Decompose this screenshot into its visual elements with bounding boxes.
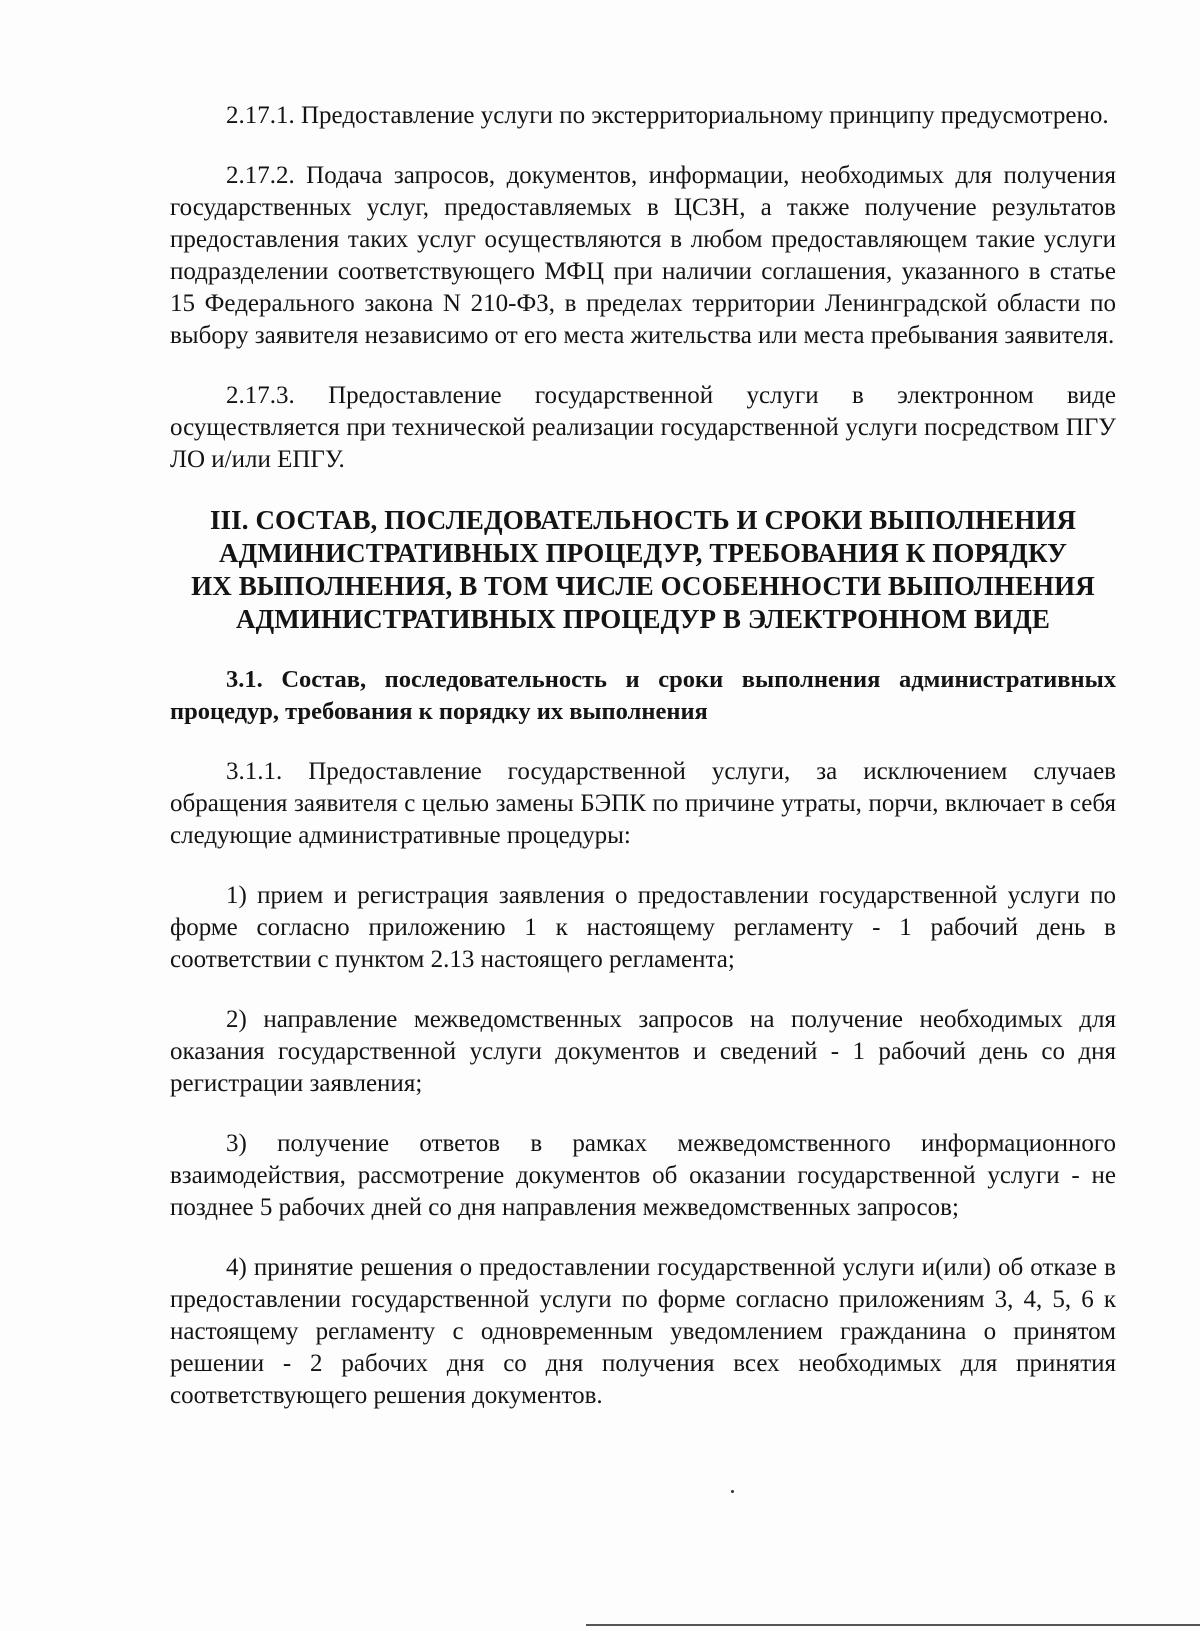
list-item-3: 3) получение ответов в рамках межведомственного информационного взаимодействия, рассмотрение документов об оказании государственной услуги - не позднее 5 рабочих дней со дня направления межведомственных запросов; bbox=[170, 1130, 1116, 1221]
section-title-line-3: ИХ ВЫПОЛНЕНИЯ, В ТОМ ЧИСЛЕ ОСОБЕННОСТИ ВЫПОЛНЕНИЯ bbox=[191, 571, 1095, 601]
section-title-line-1: III. СОСТАВ, ПОСЛЕДОВАТЕЛЬНОСТЬ И СРОКИ ВЫПОЛНЕНИЯ bbox=[209, 505, 1077, 535]
list-item-4: 4) принятие решения о предоставлении государственной услуги и(или) об отказе в предоставлении государственной услуги по форме согласно приложениям 3, 4, 5, 6 к настоящему регламенту с одновременным уведомлением гражданина о принятом решении - 2 рабочих дня со дня получения всех необходимых для принятия соответствующего решения документов. bbox=[170, 1254, 1116, 1409]
section-title bbox=[170, 504, 1116, 636]
paragraph-2-17-2: 2.17.2. Подача запросов, документов, информации, необходимых для получения государственных услуг, предоставляемых в ЦСЗН, а также получение результатов предоставления таких услуг осуществляются в любом предоставляющем такие услуги подразделении соответствующего МФЦ при наличии соглашения, указанного в статье 15 Федерального закона N 210-ФЗ, в пределах территории Ленинградской области по выбору заявителя независимо от его места жительства или места пребывания заявителя. bbox=[170, 162, 1116, 349]
document-body bbox=[170, 100, 1116, 1412]
paragraph-2-17-3: 2.17.3. Предоставление государственной услуги в электронном виде осуществляется при технической реализации государственной услуги посредством ПГУ ЛО и/или ЕПГУ. bbox=[170, 382, 1116, 473]
scan-dot bbox=[731, 1490, 734, 1493]
section-title-line-4: АДМИНИСТРАТИВНЫХ ПРОЦЕДУР В ЭЛЕКТРОННОМ ВИДЕ bbox=[236, 604, 1050, 634]
list-item-1: 1) прием и регистрация заявления о предоставлении государственной услуги по форме согласно приложению 1 к настоящему регламенту - 1 рабочий день в соответствии с пунктом 2.13 настоящего регламента; bbox=[170, 882, 1116, 973]
scan-edge-line bbox=[586, 1624, 1200, 1626]
subsection-3-1-heading: 3.1. Состав, последовательность и сроки выполнения административных процедур, требования к порядку их выполнения bbox=[170, 666, 1116, 725]
paragraph-2-17-1: 2.17.1. Предоставление услуги по экстерриториальному принципу предусмотрено. bbox=[226, 102, 1109, 129]
section-title-line-2: АДМИНИСТРАТИВНЫХ ПРОЦЕДУР, ТРЕБОВАНИЯ К ПОРЯДКУ bbox=[218, 538, 1068, 568]
paragraph-3-1-1: 3.1.1. Предоставление государственной услуги, за исключением случаев обращения заявителя с целью замены БЭПК по причине утраты, порчи, включает в себя следующие административные процедуры: bbox=[170, 758, 1116, 849]
list-item-2: 2) направление межведомственных запросов на получение необходимых для оказания государственной услуги документов и сведений - 1 рабочий день со дня регистрации заявления; bbox=[170, 1006, 1116, 1097]
